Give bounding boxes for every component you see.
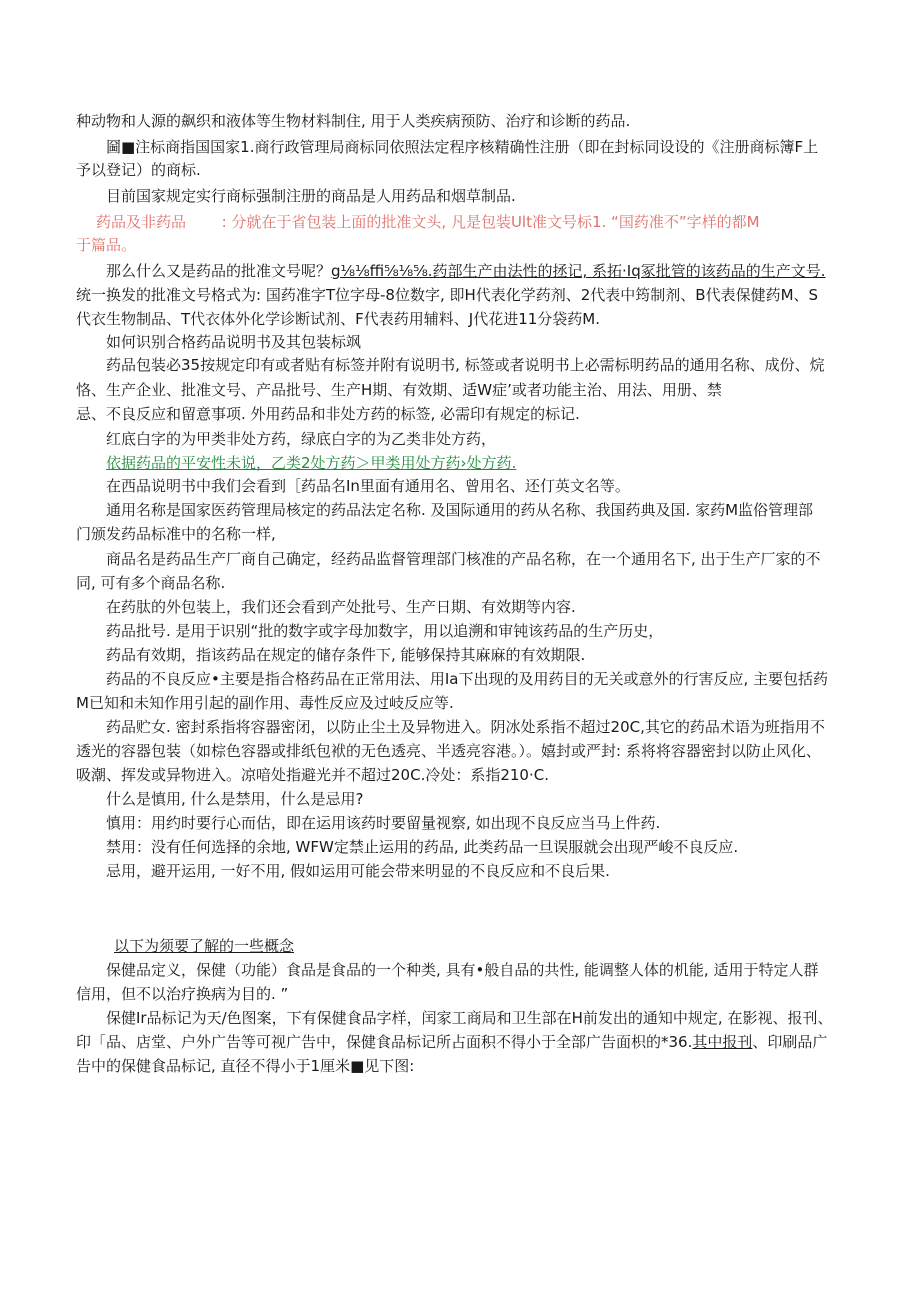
red-note-line <box>96 212 760 232</box>
paragraph-line: 禁用：没有任何选择的余地, WFW定禁止运用的药品, 此类药品一旦误服就会出现严峻不良反应. <box>106 838 739 856</box>
paragraph-line: 于篇品。 <box>76 236 137 254</box>
paragraph-line: 商品名是药品生产厂商自己确定，经药品监督管理部门核准的产品名称，在一个通用名下, 出于生产厂家的不 <box>106 550 821 568</box>
paragraph-line: 红底白字的为甲类非处方药，绿底白字的为乙类非处方药， <box>106 430 497 448</box>
paragraph-line: 透光的容器包装（如棕色容器或排纸包袱的无色透亮、半透亮容港。）。嬉封或严封: 系将将容器密封以防止风化、 <box>76 742 821 760</box>
paragraph-line: 保健Ir品标记为天/色图案，下有保健食品字样，闰家工商局和卫生部在H前发出的通知中规定, 在影视、报刊、 <box>106 1009 833 1027</box>
paragraph-line: 忌、不良反应和留意事项. 外用药品和非处方药的标签, 必需印有规定的标记. <box>76 405 580 423</box>
paragraph-line: 统一换发的批准文号格式为: 国药准字T位字母-8位数字, 即H代表化学药剂、2代表中筠制剂、B代表保健药M、S <box>76 286 819 304</box>
paragraph-line: 告中的保健食品标记, 直径不得小于1厘米■见下图: <box>76 1057 415 1075</box>
paragraph-line: 信用，但不以治疗换病为目的. ” <box>76 985 289 1003</box>
paragraph-line: 药品的不良反应•主要是指合格药品在正常用法、用Ia下出现的及用药目的无关或意外的行害反应, 主要包括药 <box>106 670 829 688</box>
paragraph-line: 保健品定义，保健（功能）食品是食品的一个种类, 具有•般自品的共性, 能调整人体的机能, 适用于特定人群 <box>106 961 819 979</box>
paragraph-line: M已知和未知作用引起的副作用、毒性反应及过岐反应等. <box>76 694 454 712</box>
paragraph-line: 代衣生物制品、T代衣体外化学诊断试剂、F代表药用辅料、J代花进11分袋药M. <box>76 310 601 328</box>
paragraph-line: 门颁发药品标准中的名称一样, <box>76 525 276 543</box>
paragraph-line: 在西品说明书中我们会看到［药品名In里面有通用名、曾用名、还仃英文名等。 <box>106 477 630 495</box>
paragraph-line: 圙■注标商指国国家1.商行政管理局商标同依照法定程序核精确性注册（即在封标同设设的《注册商标簿F上 <box>106 138 819 156</box>
paragraph-line: 种动物和人源的飙织和液体等生物材料制住, 用于人类疾病预防、治疗和诊断的药品. <box>76 112 631 130</box>
approval-underlined-text: g⅛⅛ffi⅝⅛⅝.药部生产由法性的拯记, 系拓·Iq冢批管的该药品的生产文号. <box>331 262 826 280</box>
print-ad-underlined: 其中报刊 <box>692 1033 753 1051</box>
paragraph-line: 药品批号. 是用于识别“批的数字或字母加数字，用以追溯和审钝该药品的生产历史， <box>106 622 664 640</box>
paragraph-line: 如何识别合格药品说明书及其包装标飒 <box>106 333 362 351</box>
paragraph-line: 予以登记）的商标. <box>76 161 201 179</box>
print-ad-text: 印「品、店堂、户外广告等可视广告中，保健食品标记所占面积不得小于全部广告面枳的*36. <box>76 1033 693 1051</box>
paragraph-line: 什么是慎用, 什么是禁用，什么是忌用? <box>106 790 364 808</box>
approval-number-line <box>106 261 826 281</box>
paragraph-line: 同, 可有多个商品名称. <box>76 574 226 592</box>
print-ad-line <box>76 1032 827 1052</box>
approval-question: 那么什么又是药品的批准文号呢？ <box>106 262 332 280</box>
paragraph-line: 忌用，避开运用, 一好不用, 假如运用可能会带来明显的不良反应和不良后果. <box>106 862 610 880</box>
print-ad-rest: 、印刷品广 <box>752 1033 828 1051</box>
drug-label: 药品及非药品 <box>96 213 187 231</box>
otc-safety-line: 依据药品的平安性未说，乙类2处方药＞甲类用处方药›处方药. <box>106 454 517 472</box>
paragraph-line: 慎用：用约时要行心而估，即在运用该药时要留量视察, 如出现不良反应当马上件药. <box>106 814 661 832</box>
concepts-heading: 以下为须要了解的一些概念 <box>114 937 295 955</box>
paragraph-line: 药品包装必35按规定印有或者贴有标签并附有说明书, 标签或者说明书上必需标明药品的通用名称、成份、烷 <box>106 356 825 374</box>
paragraph-line: 在药肽的外包装上，我们还会看到产处批号、生产日期、有效期等内容. <box>106 598 576 616</box>
paragraph-line: 吸潮、挥发或异物进入。凉喑处指避光并不超过20C.冷处：系指210·C. <box>76 766 549 784</box>
paragraph-line: 恪、生产企业、批准文号、产品批号、生产H期、有效期、适W症’或者功能主治、用法、用册、禁 <box>76 381 722 399</box>
paragraph-line: 目前国家规定实行商标强制注册的商品是人用药品和烟草制品. <box>106 187 516 205</box>
paragraph-line: 通用名称是国家医药管理局核定的药品法定名称. 及国际通用的药从名称、我国药典及国. 家药M监俗管理部 <box>106 501 814 519</box>
red-note-text: : 分就在于省包装上面的批准文头, 凡是包装Ult准文号标1. “国药准不”字样的都M <box>221 213 760 231</box>
paragraph-line: 药品贮女. 密封系指将容器密闭，以防止尘土及异物进入。阴冰处系指不超过20C,其它的药品术语为班指用不 <box>106 718 825 736</box>
paragraph-line: 药品有效期，指该药品在规定的储存条件下, 能够保持其麻麻的有效期限. <box>106 646 586 664</box>
